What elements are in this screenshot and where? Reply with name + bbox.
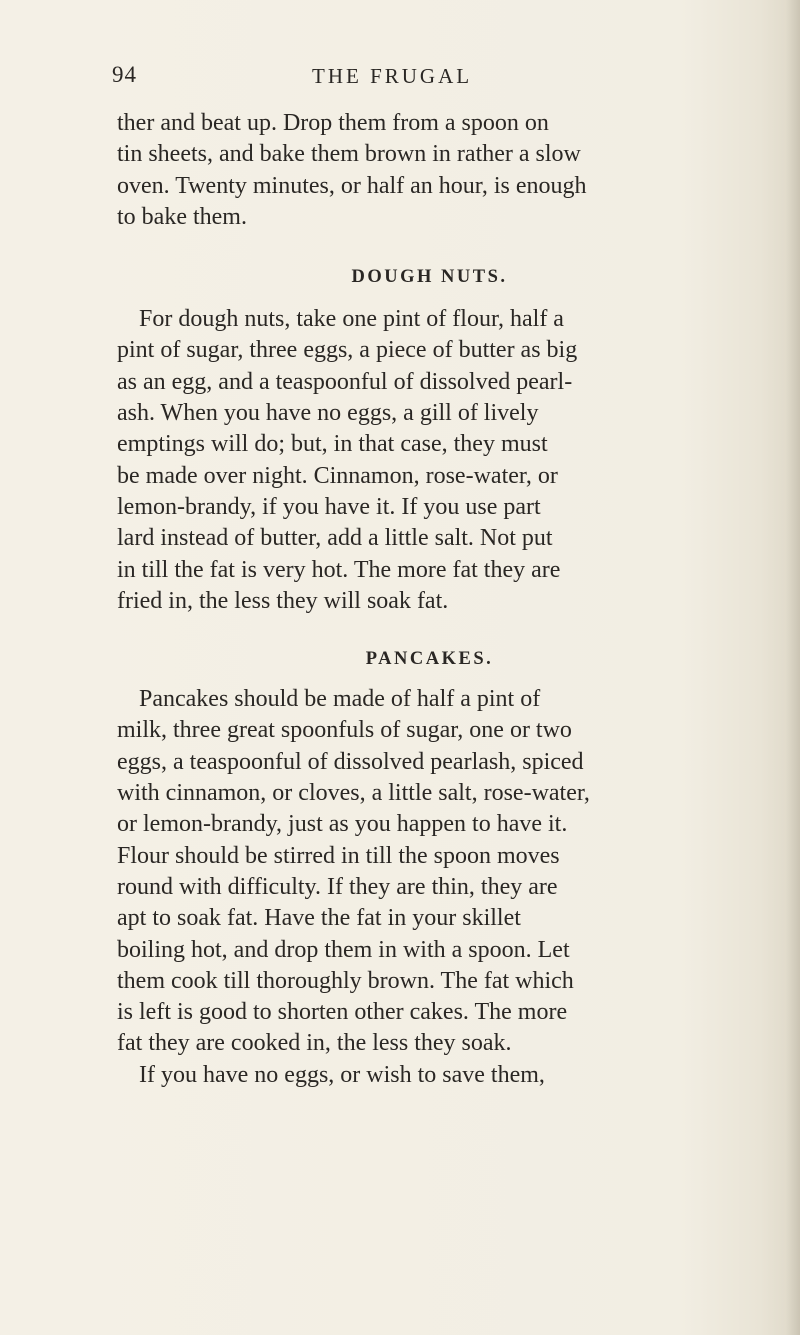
text-line: apt to soak fat. Have the fat in your skillet (117, 905, 521, 932)
pancakes-paragraph (117, 684, 742, 1091)
text-line: lemon-brandy, if you have it. If you use part (117, 493, 541, 520)
running-head: THE FRUGAL (312, 64, 473, 88)
text-line: ther and beat up. Drop them from a spoon on (117, 110, 549, 136)
text-line: lard instead of butter, add a little salt. Not put (117, 525, 553, 552)
text-line: be made over night. Cinnamon, rose-water, or (117, 462, 558, 489)
page-header (112, 62, 732, 92)
text-line: For dough nuts, take one pint of flour, half a (139, 306, 564, 333)
text-line: emptings will do; but, in that case, they must (117, 431, 548, 458)
text-line: fried in, the less they will soak fat. (117, 587, 449, 614)
section-heading-dough-nuts: DOUGH NUTS. (351, 267, 508, 288)
text-line: them cook till thoroughly brown. The fat which (117, 967, 574, 994)
dough-nuts-paragraph (117, 304, 742, 617)
body-text (117, 108, 742, 1091)
text-line: round with difficulty. If they are thin, they are (117, 873, 558, 900)
text-line: milk, three great spoonfuls of sugar, one or two (117, 717, 572, 744)
text-line: as an egg, and a teaspoonful of dissolved pearl- (117, 368, 573, 395)
text-line: or lemon-brandy, just as you happen to have it. (117, 811, 568, 838)
text-line: eggs, a teaspoonful of dissolved pearlash, spiced (117, 748, 584, 775)
text-line: If you have no eggs, or wish to save them, (139, 1061, 545, 1088)
text-line: with cinnamon, or cloves, a little salt, rose-water, (117, 780, 590, 807)
continuation-paragraph (117, 108, 742, 233)
text-line: ash. When you have no eggs, a gill of lively (117, 400, 539, 427)
text-line: to bake them. (117, 203, 247, 230)
page-edge-shadow (786, 0, 800, 1335)
text-line: boiling hot, and drop them in with a spoon. Let (117, 936, 570, 963)
text-line: pint of sugar, three eggs, a piece of butter as big (117, 337, 578, 364)
text-line: in till the fat is very hot. The more fat they are (117, 556, 561, 583)
text-line: Pancakes should be made of half a pint of (139, 686, 541, 713)
section-heading-pancakes: PANCAKES. (365, 649, 494, 670)
text-line: fat they are cooked in, the less they soak. (117, 1030, 512, 1057)
text-line: is left is good to shorten other cakes. The more (117, 999, 568, 1026)
text-line: tin sheets, and bake them brown in rather a slow (117, 141, 581, 168)
text-line: Flour should be stirred in till the spoon moves (117, 842, 560, 869)
page-number: 94 (112, 62, 137, 87)
text-line: oven. Twenty minutes, or half an hour, is enough (117, 172, 587, 199)
